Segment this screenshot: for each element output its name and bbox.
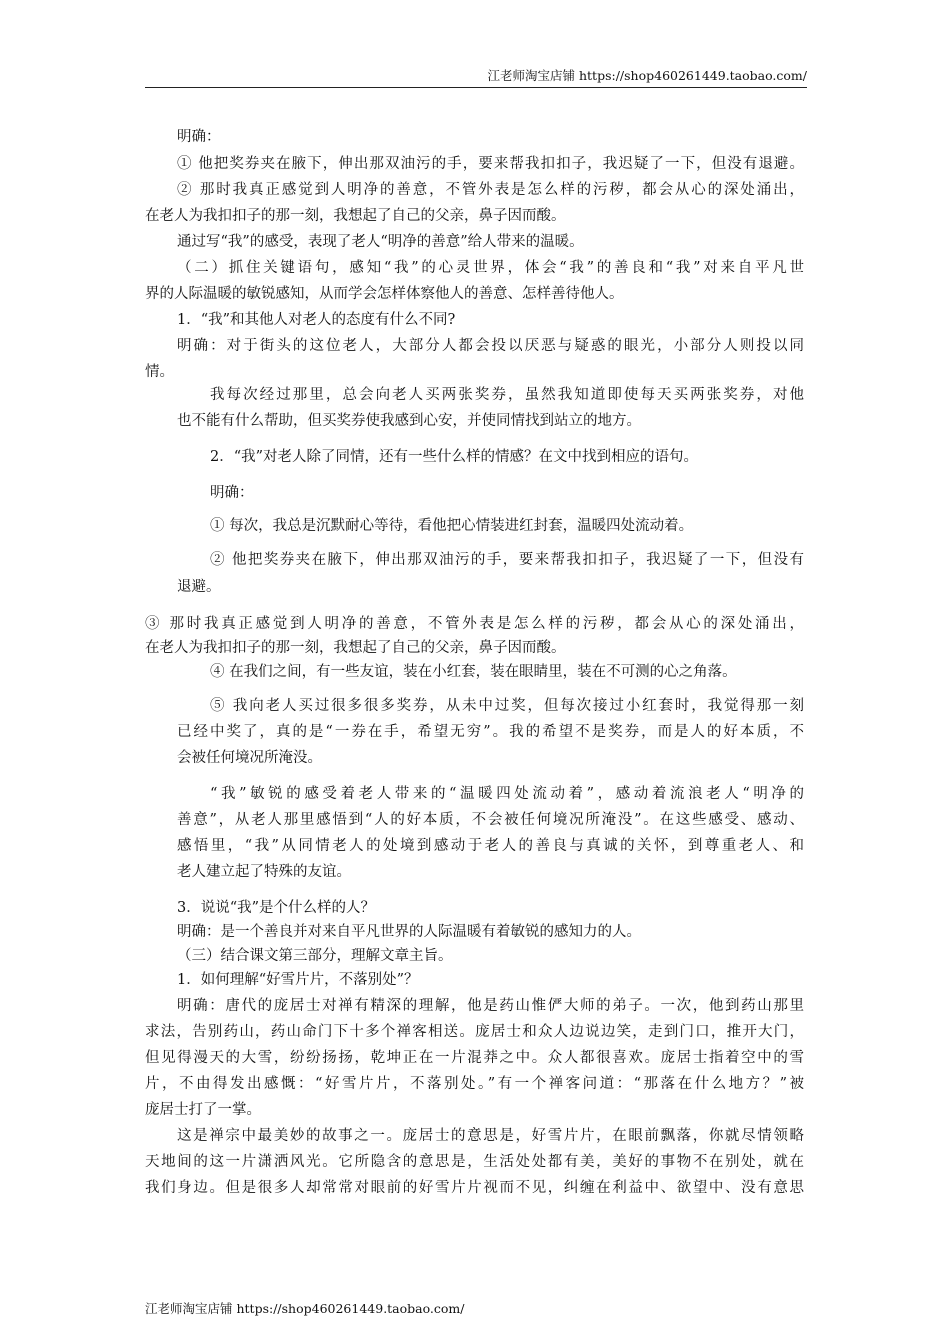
text-line: 情。 — [145, 364, 174, 380]
text-line: 也不能有什么帮助，但买奖券使我感到心安，并使同情找到站立的地方。 — [177, 413, 641, 429]
text-line: 通过写“我”的感受，表现了老人“明净的善意”给人带来的温暖。 — [177, 234, 584, 250]
page-footer: 江老师淘宝店铺 https://shop460261449.taobao.com/ — [145, 1301, 465, 1316]
text-line: ② 他把奖券夹在腋下，伸出那双油污的手，要来帮我扣扣子，我迟疑了一下，但没有 — [210, 552, 804, 568]
text-line: 我每次经过那里，总会向老人买两张奖券，虽然我知道即使每天买两张奖券，对他 — [210, 387, 804, 403]
text-line: 界的人际温暖的敏锐感知，从而学会怎样体察他人的善意、怎样善待他人。 — [145, 286, 624, 302]
text-line: ④ 在我们之间，有一些友谊，装在小红套，装在眼睛里，装在不可测的心之角落。 — [210, 664, 737, 680]
text-line: 善意”，从老人那里感悟到“人的好本质，不会被任何境况所淹没”。在这些感受、感动、 — [177, 812, 804, 828]
text-line: 求法，告别药山，药山命门下十多个禅客相送。庞居士和众人边说边笑，走到门口，推开大门， — [145, 1024, 804, 1040]
page-header: 江老师淘宝店铺 https://shop460261449.taobao.com/ — [487, 68, 807, 83]
text-line: （二）抓住关键语句，感知“我”的心灵世界，体会“我”的善良和“我”对来自平凡世 — [177, 260, 804, 276]
text-line: 退避。 — [177, 579, 221, 595]
text-line: 庞居士打了一掌。 — [145, 1102, 261, 1118]
header-divider — [145, 87, 807, 88]
text-line: ① 每次，我总是沉默耐心等待，看他把心情装进红封套，温暖四处流动着。 — [210, 518, 694, 534]
text-line: 感悟里，“我”从同情老人的处境到感动于老人的善良与真诚的关怀，到尊重老人、和 — [177, 838, 804, 854]
text-line: 但见得漫天的大雪，纷纷扬扬，乾坤正在一片混莽之中。众人都很喜欢。庞居士指着空中的雪 — [145, 1050, 804, 1066]
text-line: 明确：是一个善良并对来自平凡世界的人际温暖有着敏锐的感知力的人。 — [177, 924, 641, 940]
text-line: 片，不由得发出感慨：“好雪片片，不落别处。”有一个禅客问道：“那落在什么地方？”被 — [145, 1076, 804, 1092]
text-line: 在老人为我扣扣子的那一刻，我想起了自己的父亲，鼻子因而酸。 — [145, 640, 566, 656]
text-line: ② 那时我真正感觉到人明净的善意，不管外表是怎么样的污秽，都会从心的深处涌出， — [177, 182, 804, 198]
text-line: 2．“我”对老人除了同情，还有一些什么样的情感？在文中找到相应的语句。 — [210, 449, 699, 465]
text-line: 天地间的这一片潇洒风光。它所隐含的意思是，生活处处都有美，美好的事物不在别处，就在 — [145, 1154, 804, 1170]
text-line: 1．如何理解“好雪片片，不落别处”？ — [177, 972, 419, 988]
text-line: 1．“我”和其他人对老人的态度有什么不同? — [177, 312, 456, 328]
text-line: 明确： — [210, 485, 254, 501]
text-line: ⑤ 我向老人买过很多很多奖券，从未中过奖，但每次接过小红套时，我觉得那一刻 — [210, 698, 804, 714]
text-line: 明确：对于街头的这位老人，大部分人都会投以厌恶与疑惑的眼光，小部分人则投以同 — [177, 338, 804, 354]
text-line: 已经中奖了，真的是“一券在手，希望无穷”。我的希望不是奖券，而是人的好本质，不 — [177, 724, 804, 740]
text-line: （三）结合课文第三部分，理解文章主旨。 — [177, 948, 453, 964]
text-line: 老人建立起了特殊的友谊。 — [177, 864, 351, 880]
text-line: 明确： — [177, 129, 221, 145]
text-line: “我”敏锐的感受着老人带来的“温暖四处流动着”，感动着流浪老人“明净的 — [210, 786, 804, 802]
text-line: 3．说说“我”是个什么样的人？ — [177, 900, 376, 916]
text-line: 明确：唐代的庞居士对禅有精深的理解，他是药山惟俨大师的弟子。一次，他到药山那里 — [177, 998, 804, 1014]
text-line: 会被任何境况所淹没。 — [177, 750, 322, 766]
text-line: ① 他把奖券夹在腋下，伸出那双油污的手，要来帮我扣扣子，我迟疑了一下，但没有退避。 — [177, 156, 804, 172]
text-line: 这是禅宗中最美妙的故事之一。庞居士的意思是，好雪片片，在眼前飘落，你就尽情领略 — [177, 1128, 804, 1144]
text-line: 在老人为我扣扣子的那一刻，我想起了自己的父亲，鼻子因而酸。 — [145, 208, 566, 224]
text-line: 我们身边。但是很多人却常常对眼前的好雪片片视而不见，纠缠在利益中、欲望中、没有意思 — [145, 1180, 804, 1196]
text-line: ③ 那时我真正感觉到人明净的善意，不管外表是怎么样的污秽，都会从心的深处涌出， — [145, 616, 804, 632]
